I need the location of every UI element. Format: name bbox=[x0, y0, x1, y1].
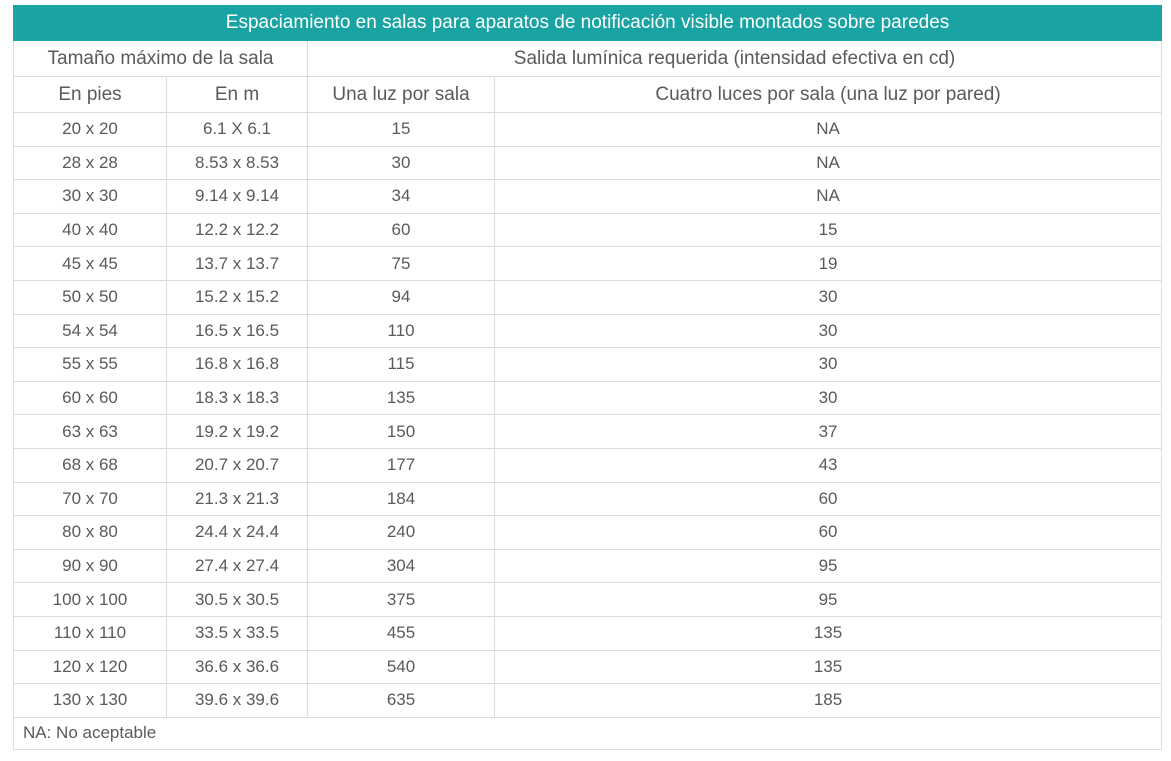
cell-meters: 19.2 x 19.2 bbox=[167, 415, 308, 449]
cell-four-lights: 60 bbox=[495, 516, 1162, 550]
title-row bbox=[14, 6, 1162, 41]
table-row bbox=[14, 549, 1162, 583]
column-header-one-light: Una luz por sala bbox=[308, 77, 495, 113]
cell-meters: 24.4 x 24.4 bbox=[167, 516, 308, 550]
column-header-feet: En pies bbox=[14, 77, 167, 113]
cell-meters: 20.7 x 20.7 bbox=[167, 448, 308, 482]
table-row bbox=[14, 213, 1162, 247]
cell-feet: 55 x 55 bbox=[14, 348, 167, 382]
cell-feet: 63 x 63 bbox=[14, 415, 167, 449]
cell-feet: 40 x 40 bbox=[14, 213, 167, 247]
cell-four-lights: 37 bbox=[495, 415, 1162, 449]
column-header-meters: En m bbox=[167, 77, 308, 113]
table-row bbox=[14, 314, 1162, 348]
cell-one-light: 635 bbox=[308, 684, 495, 718]
cell-one-light: 177 bbox=[308, 448, 495, 482]
cell-four-lights: 30 bbox=[495, 381, 1162, 415]
cell-four-lights: 135 bbox=[495, 616, 1162, 650]
cell-one-light: 60 bbox=[308, 213, 495, 247]
cell-meters: 27.4 x 27.4 bbox=[167, 549, 308, 583]
footnote: NA: No aceptable bbox=[14, 717, 1162, 749]
cell-feet: 90 x 90 bbox=[14, 549, 167, 583]
cell-meters: 16.8 x 16.8 bbox=[167, 348, 308, 382]
size-group-header: Tamaño máximo de la sala bbox=[14, 41, 308, 77]
cell-feet: 110 x 110 bbox=[14, 616, 167, 650]
cell-one-light: 184 bbox=[308, 482, 495, 516]
cell-four-lights: 30 bbox=[495, 314, 1162, 348]
cell-one-light: 75 bbox=[308, 247, 495, 281]
cell-feet: 100 x 100 bbox=[14, 583, 167, 617]
cell-one-light: 135 bbox=[308, 381, 495, 415]
table-row bbox=[14, 146, 1162, 180]
group-header-row bbox=[14, 41, 1162, 77]
cell-one-light: 540 bbox=[308, 650, 495, 684]
table-row bbox=[14, 583, 1162, 617]
cell-one-light: 94 bbox=[308, 280, 495, 314]
cell-four-lights: 30 bbox=[495, 280, 1162, 314]
cell-feet: 20 x 20 bbox=[14, 113, 167, 147]
table-container bbox=[13, 5, 1161, 750]
cell-meters: 39.6 x 39.6 bbox=[167, 684, 308, 718]
column-header-row bbox=[14, 77, 1162, 113]
cell-feet: 70 x 70 bbox=[14, 482, 167, 516]
cell-four-lights: 43 bbox=[495, 448, 1162, 482]
cell-four-lights: 135 bbox=[495, 650, 1162, 684]
cell-one-light: 34 bbox=[308, 180, 495, 214]
cell-meters: 30.5 x 30.5 bbox=[167, 583, 308, 617]
cell-one-light: 150 bbox=[308, 415, 495, 449]
table-row bbox=[14, 650, 1162, 684]
cell-feet: 130 x 130 bbox=[14, 684, 167, 718]
table-row bbox=[14, 684, 1162, 718]
table-body bbox=[14, 113, 1162, 718]
cell-one-light: 240 bbox=[308, 516, 495, 550]
column-header-four-lights: Cuatro luces por sala (una luz por pared) bbox=[495, 77, 1162, 113]
cell-four-lights: 15 bbox=[495, 213, 1162, 247]
table-row bbox=[14, 381, 1162, 415]
cell-meters: 15.2 x 15.2 bbox=[167, 280, 308, 314]
table-row bbox=[14, 415, 1162, 449]
table-row bbox=[14, 616, 1162, 650]
table-row bbox=[14, 247, 1162, 281]
cell-one-light: 110 bbox=[308, 314, 495, 348]
cell-four-lights: 185 bbox=[495, 684, 1162, 718]
table-row bbox=[14, 448, 1162, 482]
table-row bbox=[14, 516, 1162, 550]
table-row bbox=[14, 113, 1162, 147]
cell-meters: 36.6 x 36.6 bbox=[167, 650, 308, 684]
cell-meters: 6.1 X 6.1 bbox=[167, 113, 308, 147]
cell-four-lights: NA bbox=[495, 146, 1162, 180]
cell-feet: 54 x 54 bbox=[14, 314, 167, 348]
cell-feet: 80 x 80 bbox=[14, 516, 167, 550]
cell-meters: 16.5 x 16.5 bbox=[167, 314, 308, 348]
cell-four-lights: NA bbox=[495, 180, 1162, 214]
visible-notification-spacing-table bbox=[13, 5, 1162, 750]
table-row bbox=[14, 280, 1162, 314]
cell-one-light: 455 bbox=[308, 616, 495, 650]
cell-four-lights: 30 bbox=[495, 348, 1162, 382]
cell-feet: 30 x 30 bbox=[14, 180, 167, 214]
cell-one-light: 375 bbox=[308, 583, 495, 617]
cell-four-lights: 19 bbox=[495, 247, 1162, 281]
footnote-row bbox=[14, 717, 1162, 749]
cell-meters: 21.3 x 21.3 bbox=[167, 482, 308, 516]
cell-meters: 13.7 x 13.7 bbox=[167, 247, 308, 281]
cell-four-lights: 95 bbox=[495, 549, 1162, 583]
table-row bbox=[14, 348, 1162, 382]
cell-feet: 45 x 45 bbox=[14, 247, 167, 281]
cell-four-lights: 60 bbox=[495, 482, 1162, 516]
table-title: Espaciamiento en salas para aparatos de notificación visible montados sobre paredes bbox=[14, 6, 1162, 41]
output-group-header: Salida lumínica requerida (intensidad efectiva en cd) bbox=[308, 41, 1162, 77]
cell-one-light: 115 bbox=[308, 348, 495, 382]
cell-feet: 60 x 60 bbox=[14, 381, 167, 415]
cell-four-lights: 95 bbox=[495, 583, 1162, 617]
cell-feet: 68 x 68 bbox=[14, 448, 167, 482]
cell-one-light: 304 bbox=[308, 549, 495, 583]
table-row bbox=[14, 180, 1162, 214]
cell-four-lights: NA bbox=[495, 113, 1162, 147]
cell-feet: 28 x 28 bbox=[14, 146, 167, 180]
table-row bbox=[14, 482, 1162, 516]
cell-meters: 33.5 x 33.5 bbox=[167, 616, 308, 650]
cell-one-light: 30 bbox=[308, 146, 495, 180]
cell-one-light: 15 bbox=[308, 113, 495, 147]
cell-meters: 9.14 x 9.14 bbox=[167, 180, 308, 214]
cell-feet: 50 x 50 bbox=[14, 280, 167, 314]
cell-meters: 18.3 x 18.3 bbox=[167, 381, 308, 415]
cell-meters: 8.53 x 8.53 bbox=[167, 146, 308, 180]
cell-meters: 12.2 x 12.2 bbox=[167, 213, 308, 247]
cell-feet: 120 x 120 bbox=[14, 650, 167, 684]
